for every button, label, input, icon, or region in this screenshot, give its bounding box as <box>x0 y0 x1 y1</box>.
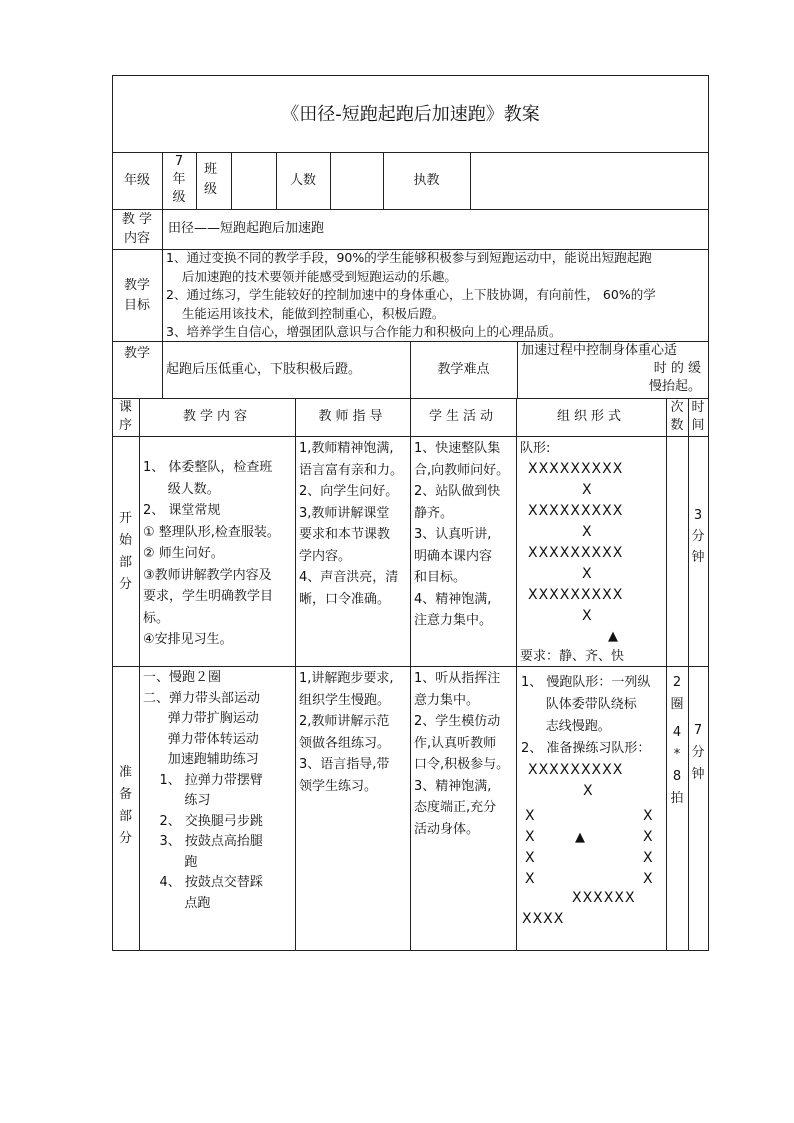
part1-student-line: 1、快速整队集 <box>414 441 501 456</box>
part2-content-line: 2、 交换腿弓步跳 <box>143 813 263 829</box>
goal-line: 2、通过练习，学生能较好的控制加速中的身体重心，上下肢协调，有向前性， 60%的学 <box>166 287 656 302</box>
part1-label-line: 始 <box>118 533 132 548</box>
part2-time-line: 7 <box>693 723 703 738</box>
part2-label-line: 准 <box>118 765 132 780</box>
part2-teacher-line: 1,讲解跑步要求, <box>299 671 394 686</box>
rule <box>112 209 709 210</box>
part2-student <box>414 668 516 848</box>
part1-student-line: 明确本课内容 <box>414 548 493 564</box>
header-org: 组织形式 <box>556 409 625 424</box>
part1-student-line: 和目标。 <box>414 570 467 585</box>
goal-line: 后加速跑的技术要领并能感受到短跑运动的乐趣。 <box>166 268 457 284</box>
part1-label-line: 分 <box>118 577 132 592</box>
part1-teacher-line: 3,教师讲解课堂 <box>299 505 390 521</box>
rule <box>295 398 296 951</box>
part2-times <box>666 672 688 842</box>
header-section-line: 序 <box>118 418 132 433</box>
part2-student-line: 意力集中。 <box>414 692 480 708</box>
formation-right-column <box>643 806 657 890</box>
part2-teacher-line: 组织学生慢跑。 <box>299 692 391 708</box>
class-label-line: 级 <box>204 182 218 197</box>
header-teacher: 教师指导 <box>318 409 387 424</box>
part2-times-line: 8 <box>672 769 682 784</box>
difficulty-label: 教学难点 <box>437 362 490 377</box>
part2-label-line: 分 <box>118 831 132 846</box>
formation-left-column <box>525 806 539 890</box>
goals-label-line: 目标 <box>123 298 150 313</box>
content-value: 田径——短跑起跑后加速跑 <box>168 221 325 236</box>
part1-student-line: 4、精神饱满, <box>414 591 492 607</box>
formation-row: XXXXXXXXX <box>528 587 624 603</box>
header-section <box>112 399 139 436</box>
part2-content-line: 二、弹力带头部运动 <box>143 690 261 706</box>
header-time <box>688 399 708 436</box>
header-times-line: 数 <box>670 418 684 433</box>
header-times-line: 次 <box>670 400 684 415</box>
formation-row: XXXXXXXXX <box>528 503 624 519</box>
formation-requirement: 要求：静、齐、快 <box>520 649 625 664</box>
part1-student <box>414 438 516 638</box>
part2-org-line: 2、 准备操练习队形： <box>521 741 651 756</box>
part1-label-line: 部 <box>118 555 132 570</box>
part2-student-line: 1、听从指挥注 <box>414 671 501 686</box>
teacher-label: 执教 <box>413 173 440 188</box>
part1-content-line: 级人数。 <box>143 481 220 497</box>
grade-value-line: 级 <box>172 190 186 205</box>
teacher-triangle-icon: ▲ <box>608 629 618 644</box>
part1-content-line: ④安排见习生。 <box>143 632 233 647</box>
part2-org-line: 1、 慢跑队形：一列纵 <box>521 675 651 690</box>
part2-student-line: 作,认真听教师 <box>414 735 497 751</box>
part1-student-line: 3、认真听讲, <box>414 527 492 542</box>
formation-row: X <box>582 482 593 498</box>
content-label-line: 教 学 <box>121 212 153 227</box>
rule <box>162 341 163 399</box>
part1-time-line: 分 <box>691 529 705 544</box>
part2-org-line: 志线慢跑。 <box>521 719 611 734</box>
formation-marker: X <box>525 871 536 887</box>
part2-times-line: 4 <box>672 725 682 740</box>
part2-content-line: 3、 按鼓点高抬腿 <box>143 834 263 849</box>
part1-time-line: 3 <box>693 508 703 523</box>
formation-row: X <box>582 566 593 582</box>
rule <box>139 398 140 951</box>
goals-list <box>166 249 706 341</box>
difficulty-line: 慢抬起。 <box>648 379 701 394</box>
part1-label-line: 开 <box>118 511 132 526</box>
formation-marker: X <box>643 850 654 866</box>
part2-student-line: 口令,积极参与。 <box>414 757 510 772</box>
part2-times-line: 2 <box>672 675 682 690</box>
part2-time-line: 钟 <box>691 767 705 782</box>
part2-content <box>143 668 295 928</box>
part2-content-line: 弹力带扩胸运动 <box>143 711 259 726</box>
part1-content-line: 标。 <box>143 610 170 626</box>
part1-student-line: 2、站队做到快 <box>414 484 501 499</box>
rule <box>516 398 517 951</box>
header-time-line: 间 <box>691 418 705 433</box>
part1-student-line: 静齐。 <box>414 505 454 521</box>
part1-teacher-line: 2、向学生问好。 <box>299 484 399 499</box>
grade-label: 年级 <box>123 173 150 188</box>
teacher-triangle-icon: ▲ <box>575 830 585 845</box>
grade-value-line: 7 <box>174 154 184 169</box>
class-label <box>204 160 230 208</box>
part2-content-line: 加速跑辅助练习 <box>143 752 259 767</box>
part2-student-line: 态度端正,充分 <box>414 800 497 815</box>
part1-label <box>112 508 139 598</box>
part2-content-line: 一、慢跑２圈 <box>143 670 222 685</box>
page-title: 《田径-短跑起跑后加速跑》教案 <box>281 104 540 125</box>
rule <box>708 75 709 951</box>
part1-content-line: ② 师生问好。 <box>143 546 224 561</box>
formation-marker: X <box>643 808 654 824</box>
difficulty-line: 时 的 缓 <box>653 361 701 376</box>
part1-content-line: 1、 体委整队，检查班 <box>143 460 273 475</box>
part2-content-line: 跑 <box>143 854 198 870</box>
part1-teacher-line: 要求和本节课教 <box>299 527 391 542</box>
teacher-value <box>470 153 708 209</box>
part2-content-line: 点跑 <box>143 895 211 911</box>
part2-teacher-line: 2,教师讲解示范 <box>299 714 390 729</box>
part1-student-line: 合,向教师问好。 <box>414 462 510 478</box>
count-value <box>330 153 383 209</box>
rule <box>196 152 197 210</box>
part1-teacher-line: 学内容。 <box>299 548 352 564</box>
part1-content-line: 要求，学生明确教学目 <box>143 589 274 604</box>
part1-content-line: ① 整理队形,检查服装。 <box>143 524 280 540</box>
part2-content-line: 1、 拉弹力带摆臂 <box>143 772 263 788</box>
header-content: 教学内容 <box>182 409 251 424</box>
part2-label <box>112 762 139 862</box>
rule <box>410 398 411 951</box>
formation-marker: X <box>643 829 654 845</box>
part2-teacher <box>299 668 410 808</box>
content-label <box>112 210 162 249</box>
grade-value <box>162 153 196 209</box>
part1-teacher-line: 4、声音洪亮，清 <box>299 570 399 585</box>
part2-org-line: 队体委带队绕标 <box>521 697 637 712</box>
formation-title: 队形: <box>520 441 551 456</box>
part1-teacher-line: 语言富有亲和力。 <box>299 462 404 478</box>
part2-times-line: 圈 <box>670 697 684 712</box>
part1-content-line: ③教师讲解教学内容及 <box>143 567 272 583</box>
difficulty-line: 加速过程中控制身体重心适 <box>521 343 678 358</box>
formation-row: XXXX <box>522 911 565 927</box>
goal-line: 生能运用该技术，能做到控制重心，积极后蹬。 <box>166 305 445 321</box>
part2-label-line: 备 <box>118 787 132 802</box>
header-section-line: 课 <box>118 400 132 415</box>
header-student: 学生活动 <box>428 409 497 424</box>
part2-label-line: 部 <box>118 809 132 824</box>
content-label-line: 内容 <box>123 231 150 246</box>
part1-content-line: 2、 课堂常规 <box>143 503 221 518</box>
part1-times <box>666 438 688 478</box>
key-value: 起跑后压低重心，下肢积极后蹬。 <box>166 362 362 377</box>
goal-line: 3、培养学生自信心，增强团队意识与合作能力和积极向上的心理品质。 <box>166 324 562 339</box>
formation-row: XXXXXX <box>572 890 636 906</box>
part2-teacher-line: 领学生练习。 <box>299 778 378 794</box>
part2-content-line: 练习 <box>143 793 211 808</box>
part2-teacher-line: 3、语言指导,带 <box>299 757 390 772</box>
rule <box>162 209 163 342</box>
formation-row: X <box>582 608 593 624</box>
formation-row: XXXXXXXXX <box>528 762 624 778</box>
class-value <box>231 153 276 209</box>
goal-line: 1、通过变换不同的教学手段，90%的学生能够积极参与到短跑运动中，能说出短跑起跑 <box>166 250 652 265</box>
header-times <box>666 399 688 436</box>
part2-content-line: 弹力带体转运动 <box>143 731 259 747</box>
part2-time-line: 分 <box>691 745 705 760</box>
formation-marker: X <box>525 850 536 866</box>
part1-teacher <box>299 438 410 618</box>
part1-org <box>520 438 665 666</box>
part1-time <box>688 505 708 575</box>
rule <box>688 398 689 951</box>
part1-time-line: 钟 <box>691 550 705 565</box>
header-time-line: 时 <box>691 400 705 415</box>
formation-row: X <box>582 524 593 540</box>
key-label: 教学 <box>123 346 150 361</box>
part2-student-line: 2、学生模仿动 <box>414 714 501 729</box>
count-label: 人数 <box>289 173 316 188</box>
part2-content-line: 4、 按鼓点交替踩 <box>143 875 263 890</box>
rule <box>517 341 518 399</box>
difficulty-value <box>521 342 707 398</box>
part1-content <box>143 457 295 657</box>
formation-row: XXXXXXXXX <box>528 461 624 477</box>
part2-times-line: * <box>673 747 681 762</box>
formation-marker: X <box>525 808 536 824</box>
part2-teacher-line: 领做各组练习。 <box>299 735 391 751</box>
part2-time <box>688 720 708 790</box>
goals-label-line: 教学 <box>123 278 150 293</box>
formation-marker: X <box>525 829 536 845</box>
goals-label <box>112 276 162 320</box>
part1-teacher-line: 1,教师精神饱满, <box>299 441 394 456</box>
part2-student-line: 3、精神饱满, <box>414 778 492 794</box>
part1-teacher-line: 晰，口令准确。 <box>299 591 391 607</box>
part2-student-line: 活动身体。 <box>414 821 480 837</box>
formation-row: XXXXXXXXX <box>528 545 624 561</box>
class-label-line: 班 <box>204 162 218 177</box>
part1-student-line: 注意力集中。 <box>414 613 493 628</box>
grade-value-line: 年 <box>172 172 186 187</box>
part2-times-line: 拍 <box>670 791 684 806</box>
formation-marker: X <box>643 871 654 887</box>
formation-row: X <box>583 783 594 799</box>
